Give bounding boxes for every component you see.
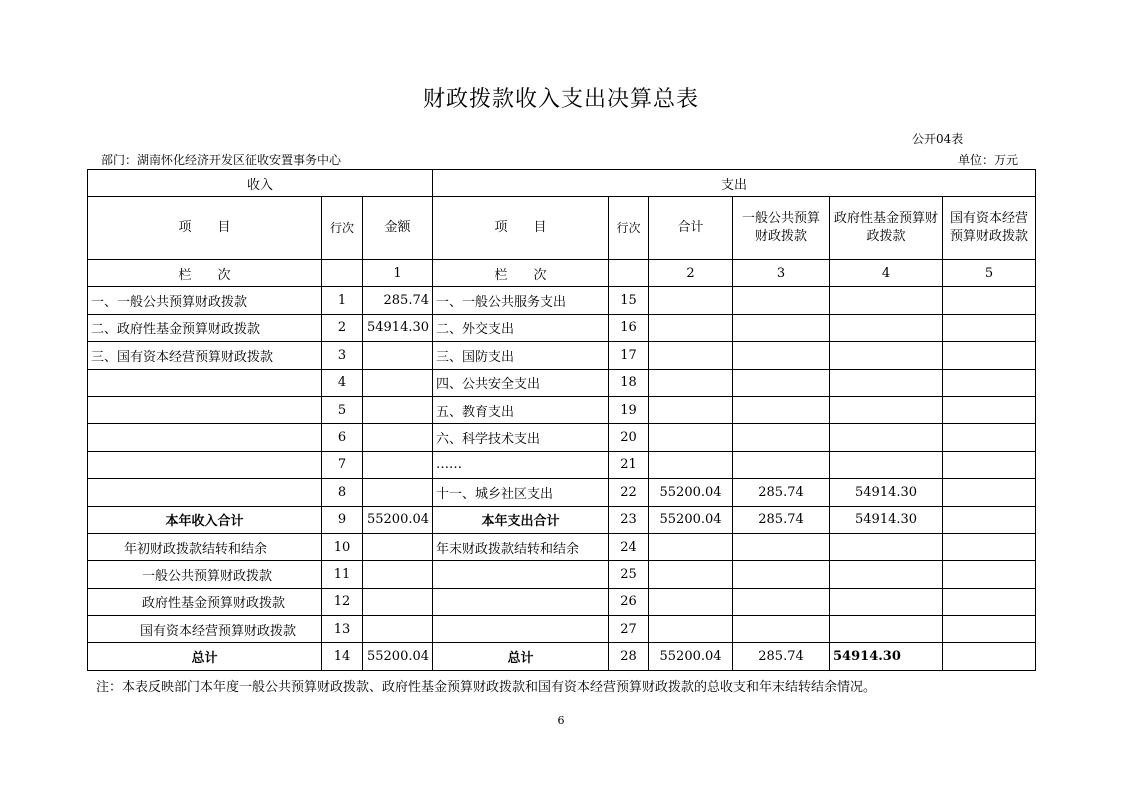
expense-row-no-cell: 26 <box>609 588 649 615</box>
expense-total-cell <box>649 533 733 560</box>
table-row <box>88 643 1036 670</box>
gov-fund-cell: 54914.30 <box>830 506 943 533</box>
column-blank <box>609 260 649 287</box>
gov-fund-cell <box>830 588 943 615</box>
general-budget-cell <box>733 451 830 478</box>
expense-item-cell: 三、国防支出 <box>433 342 609 369</box>
state-capital-header: 国有资本经营预算财政拨款 <box>943 197 1036 260</box>
income-item-cell: 一般公共预算财政拨款 <box>88 561 322 588</box>
income-row-no-cell: 7 <box>322 451 363 478</box>
income-amount-cell: 55200.04 <box>363 506 433 533</box>
expense-total-cell: 55200.04 <box>649 479 733 506</box>
income-item-cell: 二、政府性基金预算财政拨款 <box>88 314 322 341</box>
expense-row-no-cell: 27 <box>609 616 649 643</box>
table-row <box>88 314 1036 341</box>
expense-row-no-cell: 15 <box>609 287 649 314</box>
state-capital-cell <box>943 287 1036 314</box>
expense-total-header: 合计 <box>649 197 733 260</box>
table-row <box>88 396 1036 423</box>
state-capital-cell <box>943 533 1036 560</box>
state-capital-cell <box>943 616 1036 643</box>
general-budget-cell <box>733 424 830 451</box>
department-label: 部门：湖南怀化经济开发区征收安置事务中心 <box>101 153 342 167</box>
expense-total-cell <box>649 424 733 451</box>
state-capital-cell <box>943 479 1036 506</box>
expense-row-no-cell: 21 <box>609 451 649 478</box>
state-capital-cell <box>943 342 1036 369</box>
gov-fund-cell <box>830 314 943 341</box>
state-capital-cell <box>943 396 1036 423</box>
income-item-cell: 国有资本经营预算财政拨款 <box>88 616 322 643</box>
expense-item-cell: 二、外交支出 <box>433 314 609 341</box>
expense-item-cell: 年末财政拨款结转和结余 <box>433 533 609 560</box>
income-amount-cell: 54914.30 <box>363 314 433 341</box>
income-item-cell: 年初财政拨款结转和结余 <box>88 533 322 560</box>
state-capital-cell <box>943 451 1036 478</box>
expense-total-cell <box>649 314 733 341</box>
general-budget-cell <box>733 314 830 341</box>
gov-fund-cell <box>830 561 943 588</box>
expense-total-cell <box>649 616 733 643</box>
income-amount-cell <box>363 424 433 451</box>
gov-fund-cell: 54914.30 <box>830 643 943 670</box>
income-amount-cell: 285.74 <box>363 287 433 314</box>
column-2: 2 <box>649 260 733 287</box>
general-budget-cell: 285.74 <box>733 506 830 533</box>
table-row <box>88 369 1036 396</box>
expense-total-cell <box>649 396 733 423</box>
expense-row-no-cell: 17 <box>609 342 649 369</box>
expense-total-cell <box>649 287 733 314</box>
income-amount-cell <box>363 342 433 369</box>
income-item-cell: 一、一般公共预算财政拨款 <box>88 287 322 314</box>
income-item-cell <box>88 369 322 396</box>
table-row <box>88 451 1036 478</box>
expense-row-no-cell: 19 <box>609 396 649 423</box>
expense-row-no-cell: 20 <box>609 424 649 451</box>
income-row-no-cell: 13 <box>322 616 363 643</box>
income-item-cell <box>88 424 322 451</box>
table-row <box>88 506 1036 533</box>
gov-fund-cell <box>830 287 943 314</box>
general-budget-cell: 285.74 <box>733 479 830 506</box>
state-capital-cell <box>943 369 1036 396</box>
expense-item-cell: 五、教育支出 <box>433 396 609 423</box>
expense-item-cell <box>433 616 609 643</box>
expense-item-cell <box>433 588 609 615</box>
expense-row-no-cell: 23 <box>609 506 649 533</box>
table-row <box>88 616 1036 643</box>
expense-total-cell: 55200.04 <box>649 643 733 670</box>
table-row <box>88 561 1036 588</box>
expense-total-cell <box>649 561 733 588</box>
state-capital-cell <box>943 561 1036 588</box>
table-row <box>88 533 1036 560</box>
expense-item-cell: …… <box>433 451 609 478</box>
unit-label: 单位：万元 <box>958 153 1019 167</box>
expense-item-cell: 本年支出合计 <box>433 506 609 533</box>
income-amount-cell <box>363 369 433 396</box>
column-1: 1 <box>363 260 433 287</box>
income-item-cell: 本年收入合计 <box>88 506 322 533</box>
income-amount-cell <box>363 533 433 560</box>
budget-table <box>87 169 1036 671</box>
expense-item-cell: 四、公共安全支出 <box>433 369 609 396</box>
income-item-cell <box>88 479 322 506</box>
general-budget-cell <box>733 369 830 396</box>
income-row-no-header: 行次 <box>322 197 363 260</box>
income-row-no-cell: 12 <box>322 588 363 615</box>
income-amount-cell <box>363 479 433 506</box>
state-capital-cell <box>943 588 1036 615</box>
general-budget-cell <box>733 342 830 369</box>
expense-row-no-cell: 18 <box>609 369 649 396</box>
expense-item-header: 项 目 <box>433 197 609 260</box>
income-item-cell: 三、国有资本经营预算财政拨款 <box>88 342 322 369</box>
income-amount-cell <box>363 396 433 423</box>
expense-total-cell: 55200.04 <box>649 506 733 533</box>
expense-row-no-cell: 25 <box>609 561 649 588</box>
income-item-cell: 政府性基金预算财政拨款 <box>88 588 322 615</box>
general-budget-cell <box>733 396 830 423</box>
general-budget-header: 一般公共预算财政拨款 <box>733 197 830 260</box>
gov-fund-cell: 54914.30 <box>830 479 943 506</box>
income-amount-cell <box>363 588 433 615</box>
expense-total-cell <box>649 369 733 396</box>
income-row-no-cell: 1 <box>322 287 363 314</box>
expense-total-cell <box>649 451 733 478</box>
expense-row-no-header: 行次 <box>609 197 649 260</box>
expense-item-cell: 六、科学技术支出 <box>433 424 609 451</box>
general-budget-cell <box>733 588 830 615</box>
income-amount-cell <box>363 616 433 643</box>
income-row-no-cell: 14 <box>322 643 363 670</box>
table-row <box>88 342 1036 369</box>
income-item-cell <box>88 396 322 423</box>
table-row <box>88 287 1036 314</box>
income-group-header: 收入 <box>88 170 433 197</box>
state-capital-cell <box>943 506 1036 533</box>
gov-fund-cell <box>830 369 943 396</box>
expense-total-cell <box>649 588 733 615</box>
column-number-row <box>88 260 1036 287</box>
table-row <box>88 588 1036 615</box>
income-item-cell: 总计 <box>88 643 322 670</box>
page-number: 6 <box>557 714 565 727</box>
gov-fund-cell <box>830 533 943 560</box>
expense-row-no-cell: 28 <box>609 643 649 670</box>
state-capital-cell <box>943 424 1036 451</box>
gov-fund-cell <box>830 616 943 643</box>
income-row-no-cell: 8 <box>322 479 363 506</box>
general-budget-cell <box>733 561 830 588</box>
income-row-no-cell: 10 <box>322 533 363 560</box>
general-budget-cell: 285.74 <box>733 643 830 670</box>
general-budget-cell <box>733 616 830 643</box>
income-row-no-cell: 9 <box>322 506 363 533</box>
expense-item-cell <box>433 561 609 588</box>
income-row-no-cell: 5 <box>322 396 363 423</box>
income-row-no-cell: 11 <box>322 561 363 588</box>
expense-item-cell: 一、一般公共服务支出 <box>433 287 609 314</box>
income-amount-header: 金额 <box>363 197 433 260</box>
income-item-header: 项 目 <box>88 197 322 260</box>
column-blank <box>322 260 363 287</box>
header-row-columns <box>88 197 1036 260</box>
column-5: 5 <box>943 260 1036 287</box>
column-3: 3 <box>733 260 830 287</box>
column-4: 4 <box>830 260 943 287</box>
expense-total-cell <box>649 342 733 369</box>
income-amount-cell <box>363 561 433 588</box>
column-label: 栏 次 <box>433 260 609 287</box>
table-row <box>88 424 1036 451</box>
gov-fund-cell <box>830 451 943 478</box>
general-budget-cell <box>733 287 830 314</box>
expense-group-header: 支出 <box>433 170 1036 197</box>
expense-row-no-cell: 24 <box>609 533 649 560</box>
income-amount-cell <box>363 451 433 478</box>
gov-fund-cell <box>830 424 943 451</box>
expense-row-no-cell: 22 <box>609 479 649 506</box>
income-row-no-cell: 2 <box>322 314 363 341</box>
state-capital-cell <box>943 314 1036 341</box>
income-amount-cell: 55200.04 <box>363 643 433 670</box>
income-row-no-cell: 6 <box>322 424 363 451</box>
gov-fund-cell <box>830 342 943 369</box>
income-row-no-cell: 3 <box>322 342 363 369</box>
expense-item-cell: 十一、城乡社区支出 <box>433 479 609 506</box>
form-number: 公开04表 <box>912 132 964 146</box>
expense-row-no-cell: 16 <box>609 314 649 341</box>
gov-fund-header: 政府性基金预算财政拨款 <box>830 197 943 260</box>
income-row-no-cell: 4 <box>322 369 363 396</box>
gov-fund-cell <box>830 396 943 423</box>
header-row-groups <box>88 170 1036 197</box>
state-capital-cell <box>943 643 1036 670</box>
expense-item-cell: 总计 <box>433 643 609 670</box>
table-row <box>88 479 1036 506</box>
page-title: 财政拨款收入支出决算总表 <box>422 87 699 112</box>
income-item-cell <box>88 451 322 478</box>
table-note: 注：本表反映部门本年度一般公共预算财政拨款、政府性基金预算财政拨款和国有资本经营预算财政拨款的总收支和年末结转结余情况。 <box>96 680 877 695</box>
general-budget-cell <box>733 533 830 560</box>
column-label: 栏 次 <box>88 260 322 287</box>
